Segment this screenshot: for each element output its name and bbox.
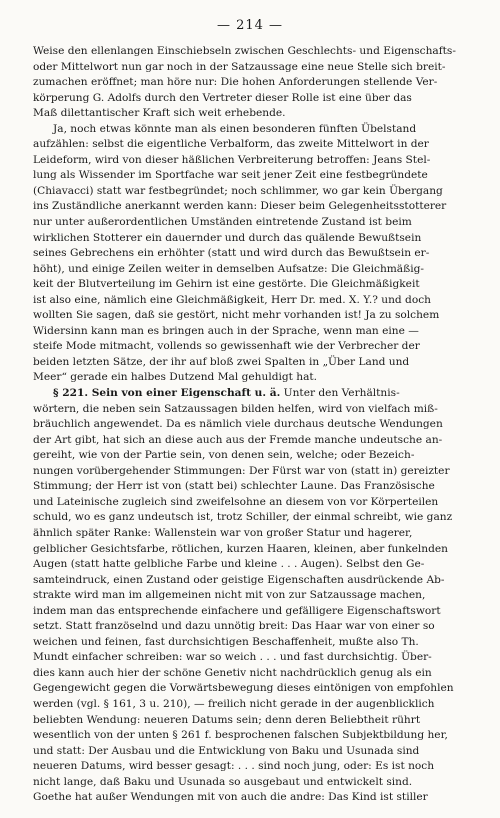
text-line: zumachen eröffnet; man höre nur: Die hohen Anforderungen stellende Ver- bbox=[33, 76, 438, 89]
text-line: Meer“ gerade ein halbes Dutzend Mal gehuldigt hat. bbox=[33, 371, 318, 384]
text-line: Mundt einfacher schreiben: war so weich . . . und fast durchsichtig. Über- bbox=[33, 651, 432, 664]
text-line: Weise den ellenlangen Einschiebseln zwischen Geschlechts- und Eigenschafts- bbox=[33, 45, 456, 57]
text-line: bräuchlich angewendet. Da es nämlich viele durchaus deutsche Wendungen bbox=[33, 418, 443, 431]
text-line: höht), und einige Zeilen weiter in demselben Aufsatze: Die Gleichmäßig- bbox=[33, 262, 424, 275]
section-heading: § 221. Sein von einer Eigenschaft u. ä. bbox=[53, 387, 281, 400]
text-line: oder Mittelwort nun gar noch in der Satzaussage eine neue Stelle sich breit- bbox=[33, 60, 446, 73]
text-line: gereiht, wie von der Partie sein, von denen sein, welche; oder Bezeich- bbox=[33, 449, 415, 462]
text-line: ist also eine, nämlich eine Gleichmäßigkeit, Herr Dr. med. X. Y.? und doch bbox=[33, 293, 431, 306]
text-line bbox=[33, 386, 483, 402]
text-line: wörtern, die neben sein Satzaussagen bilden helfen, wird von vielfach miß- bbox=[33, 402, 438, 415]
text-line-rest: Unter den Verhältnis- bbox=[280, 387, 400, 400]
text-line: ähnlich später Ranke: Wallenstein war von großer Statur und hagerer, bbox=[33, 526, 413, 539]
text-line: schuld, wo es ganz undeutsch ist, trotz Schiller, der einmal schreibt, wie ganz bbox=[33, 511, 453, 524]
text-line: Widersinn kann man es bringen auch in der Sprache, wenn man eine — bbox=[33, 324, 419, 337]
text-line: Stimmung; der Herr ist von (statt bei) schlechter Laune. Das Französische bbox=[33, 480, 435, 493]
body-text bbox=[33, 44, 483, 806]
paragraph bbox=[33, 122, 483, 386]
text-line: Goethe hat außer Wendungen mit von auch die andre: Das Kind ist stiller bbox=[33, 791, 428, 804]
text-line: nicht lange, daß Baku und Usunada so ausgebaut und entwickelt sind. bbox=[33, 775, 413, 788]
text-line: ins Zuständliche anerkannt werden kann: Dieser beim Gelegenheitsstotterer bbox=[33, 200, 447, 213]
text-line: beliebten Wendung: neueren Datums sein; denn deren Beliebtheit rührt bbox=[33, 713, 421, 726]
text-line: und Lateinische zugleich sind zweifelsohne an diesem von vor Körperteilen bbox=[33, 495, 439, 508]
page-number: — 214 — bbox=[216, 18, 284, 33]
text-line: lung als Wissender im Sportfache war seit jener Zeit eine festbegründete bbox=[33, 169, 428, 182]
text-line: strakte wird man im allgemeinen nicht mit von zur Satzaussage machen, bbox=[33, 589, 426, 602]
text-line: Maß dilettantischer Kraft sich weit erhebende. bbox=[33, 107, 286, 120]
text-line: und statt: Der Ausbau und die Entwicklung von Baku und Usunada sind bbox=[33, 744, 420, 757]
text-line: Leideform, wird von dieser häßlichen Verbreiterung betroffen: Jeans Stel- bbox=[33, 153, 431, 166]
text-line: wesentlich von der unten § 261 f. besprochenen falschen Subjektbildung her, bbox=[33, 729, 448, 742]
text-line: (Chiavacci) statt war festbegründet; noch schlimmer, wo gar kein Übergang bbox=[33, 184, 443, 197]
text-line: seines Gebrechens ein erhöhter (statt und wird durch das Bewußtsein er- bbox=[33, 247, 430, 260]
text-line: nungen vorübergehender Stimmungen: Der Fürst war von (statt in) gereizter bbox=[33, 464, 450, 477]
text-line: indem man das entsprechende einfachere und gefälligere Eigenschaftswort bbox=[33, 604, 441, 617]
text-line: gelblicher Gesichtsfarbe, rötlichen, kurzen Haaren, kleinen, aber funkelnden bbox=[33, 542, 448, 555]
text-line: Gegengewicht gegen die Vorwärtsbewegung dieses eintönigen von empfohlen bbox=[33, 682, 454, 695]
text-line: keit der Blutverteilung im Gehirn ist eine gestörte. Die Gleichmäßigkeit bbox=[33, 278, 420, 291]
paragraph bbox=[33, 44, 483, 122]
text-line: neueren Datums, wird besser gesagt: . . . sind noch jung, oder: Es ist noch bbox=[33, 760, 435, 773]
text-line: weichen und feinen, fast durchsichtigen Beschaffenheit, mußte also Th. bbox=[33, 635, 419, 648]
text-line: dies kann auch hier der schöne Genetiv nicht nachdrücklich genug als ein bbox=[33, 666, 432, 679]
text-line: aufzählen: selbst die eigentliche Verbalform, das zweite Mittelwort in der bbox=[33, 138, 429, 151]
paragraph bbox=[33, 386, 483, 806]
text-line: körperung G. Adolfs durch den Vertreter dieser Rolle ist eine über das bbox=[33, 91, 412, 104]
text-line: setzt. Statt französelnd und dazu unnötig breit: Das Haar war von einer so bbox=[33, 620, 435, 633]
text-line: beiden letzten Sätze, der ihr auf bloß zwei Spalten in „Über Land und bbox=[33, 355, 410, 368]
text-line: steife Mode mitmacht, vollends so gewissenhaft wie der Verbrecher der bbox=[33, 340, 420, 353]
text-line: Augen (statt hatte gelbliche Farbe und kleine . . . Augen). Selbst den Ge- bbox=[33, 558, 425, 571]
text-line: der Art gibt, hat sich an diese auch aus der Fremde manche undeutsche an- bbox=[33, 433, 443, 446]
text-line: nur unter außerordentlichen Umständen eintretende Zustand ist beim bbox=[33, 216, 412, 229]
text-line: Ja, noch etwas könnte man als einen besonderen fünften Übelstand bbox=[53, 122, 417, 135]
text-line: werden (vgl. § 161, 3 u. 210), — freilich nicht gerade in der augenblicklich bbox=[33, 697, 435, 710]
text-line: wollten Sie sagen, daß sie gestört, nicht mehr vorhanden ist! Ja zu solchem bbox=[33, 309, 440, 322]
text-line: samteindruck, einen Zustand oder geistige Eigenschaften ausdrückende Ab- bbox=[33, 573, 445, 586]
text-line: wirklichen Stotterer ein dauernder und durch das quälende Bewußtsein bbox=[33, 231, 422, 244]
